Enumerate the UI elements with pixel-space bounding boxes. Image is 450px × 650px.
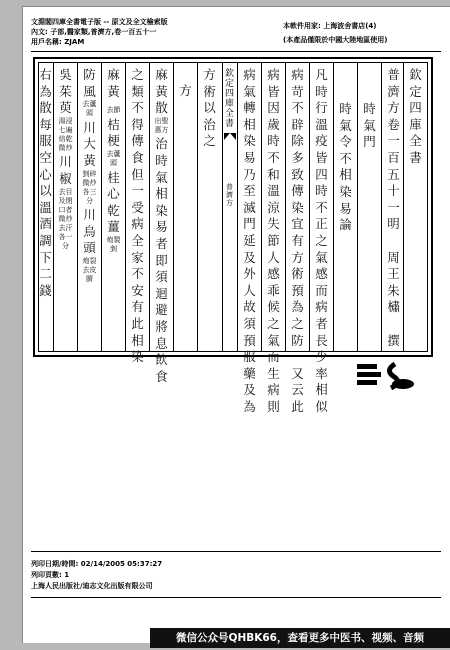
center-spine xyxy=(222,63,238,351)
text-column: 方術以治之 xyxy=(203,67,216,149)
prescription-name: 麻黃散 xyxy=(155,67,168,116)
ingredient-column: 吳茱萸湯浸七遍焙乾微炒川椒去目及閉口者微炒去汗各一分 xyxy=(58,67,73,250)
header-divider xyxy=(31,51,441,52)
text-column: 欽定四庫全書 xyxy=(409,67,422,165)
content-path: 內文: 子部,醫家類,普濟方,卷一百五十一 xyxy=(31,28,157,36)
edition-title: 文淵閣四庫全書電子版 -- 原文及全文檢索版 xyxy=(31,18,168,26)
dynasty: 明 xyxy=(387,216,400,232)
column-rule xyxy=(77,63,78,351)
column-rule xyxy=(197,63,198,351)
print-date: 列印日期/時間: 02/14/2005 05:37:27 xyxy=(31,560,163,568)
author-role: 撰 xyxy=(387,332,400,348)
column-rule xyxy=(285,63,286,351)
license-info xyxy=(283,19,387,47)
text-column: 方 xyxy=(179,83,192,98)
print-info xyxy=(31,559,162,592)
ingredient-column: 防風去蘆頭川大黃剉碎微炒各三分川烏頭炮裂去皮臍 xyxy=(82,67,97,283)
fishtail-mark xyxy=(224,133,236,140)
text-column: 麻黃散出聖惠方治時氣相染易者即須迴避將息飲食 xyxy=(154,67,169,384)
text-column: 病氣轉相染易乃至滅門延及外人故須預服藥及為 xyxy=(243,67,256,414)
section-heading: 時氣門 xyxy=(363,101,376,150)
document-header xyxy=(31,17,168,47)
watermark-banner: 微信公众号QHBK66，查看更多中医书、视频、音频 xyxy=(150,628,450,648)
print-pages: 列印頁數: 1 xyxy=(31,571,70,579)
license-note: (本產品僅限於中國大陸地區使用) xyxy=(283,36,388,44)
text-block xyxy=(38,62,428,414)
bookstore-name: 本軟件用家: 上海波舍書店(4) xyxy=(283,22,377,30)
column-rule xyxy=(309,63,310,351)
scan-frame xyxy=(33,57,433,414)
publisher-logo xyxy=(355,360,415,392)
column-rule xyxy=(173,63,174,351)
user-name: 用戶名稱: ZJAM xyxy=(31,38,85,46)
text-column: 病皆因歲時不和溫涼失節人感乖候之氣而生病則 xyxy=(267,67,280,414)
text-column xyxy=(385,67,402,349)
volume-title: 普濟方卷一百五十一 xyxy=(387,67,400,215)
publisher-name: 上海人民出版社/迪志文化出版有限公司 xyxy=(31,582,153,590)
column-rule xyxy=(149,63,150,351)
column-rule xyxy=(261,63,262,351)
ingredient-column: 麻黃去節桔梗去蘆頭桂心 乾薑炮製剉 xyxy=(106,67,121,253)
text-column: 病苛不辟除多致傳染宜有方術預為之防又云此 xyxy=(291,67,304,414)
column-rule xyxy=(403,63,404,351)
column-rule xyxy=(357,63,358,351)
author: 周王朱橚 xyxy=(387,249,400,315)
column-rule xyxy=(381,63,382,351)
spine-title: 欽定四庫全書 xyxy=(224,69,234,129)
document-page xyxy=(22,6,450,643)
text-column: 凡時行溫疫皆四時不正之氣感而病者長少率相似 xyxy=(315,67,328,414)
footer-divider xyxy=(31,551,441,552)
column-rule xyxy=(125,63,126,351)
spine-book-name: 普濟方 xyxy=(226,183,233,207)
column-rule xyxy=(333,63,334,351)
footer-divider xyxy=(31,597,441,598)
text-column: 之類不得傳食但一受病全家不安有此相染 xyxy=(131,67,144,365)
column-rule xyxy=(101,63,102,351)
text-column: 右為散每服空心以溫酒調下二錢 xyxy=(39,67,52,298)
text-column: 時氣令不相染易論 xyxy=(339,101,352,233)
